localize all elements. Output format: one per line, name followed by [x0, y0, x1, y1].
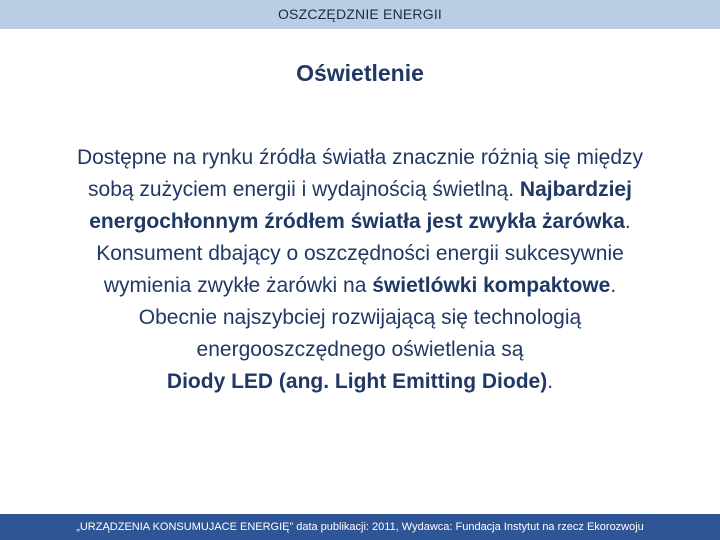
- paragraph-line-2: [10, 174, 710, 206]
- paragraph-emphasis: świetlówki kompaktowe: [372, 274, 611, 297]
- paragraph-text: .: [610, 274, 617, 297]
- paragraph-text: .: [547, 370, 554, 393]
- paragraph-text: wymienia zwykłe żarówki na: [103, 274, 373, 297]
- top-banner: [0, 0, 720, 29]
- body-paragraph: [10, 142, 710, 398]
- paragraph-line-7: [10, 334, 710, 366]
- paragraph-line-5: [10, 270, 710, 302]
- paragraph-emphasis: Najbardziej: [519, 178, 632, 201]
- paragraph-line-8: [10, 366, 710, 398]
- paragraph-text: energooszczędnego oświetlenia są: [196, 338, 524, 361]
- slide-title: Oświetlenie: [296, 60, 424, 86]
- paragraph-text: .: [624, 210, 631, 233]
- paragraph-emphasis: energochłonnym źródłem światła jest zwykła żarówka: [89, 210, 625, 233]
- paragraph-text: Dostępne na rynku źródła światła znacznie różnią się między: [76, 146, 644, 169]
- paragraph-text: sobą zużyciem energii i wydajnością świetlną.: [88, 178, 520, 201]
- footer-citation: „URZĄDZENIA KONSUMUJACE ENERGIĘ” data publikacji: 2011, Wydawca: Fundacja Instytut na rzecz Ekorozwoju: [76, 521, 644, 533]
- paragraph-emphasis: Diody LED (ang. Light Emitting Diode): [166, 370, 548, 393]
- paragraph-line-1: [10, 142, 710, 174]
- paragraph-line-4: [10, 238, 710, 270]
- banner-text: OSZCZĘDZNIE ENERGII: [277, 6, 443, 22]
- paragraph-text: Obecnie najszybciej rozwijającą się technologią: [138, 306, 582, 329]
- paragraph-line-6: [10, 302, 710, 334]
- paragraph-text: Konsument dbający o oszczędności energii sukcesywnie: [96, 242, 624, 265]
- paragraph-line-3: [10, 206, 710, 238]
- footer-banner: [0, 514, 720, 540]
